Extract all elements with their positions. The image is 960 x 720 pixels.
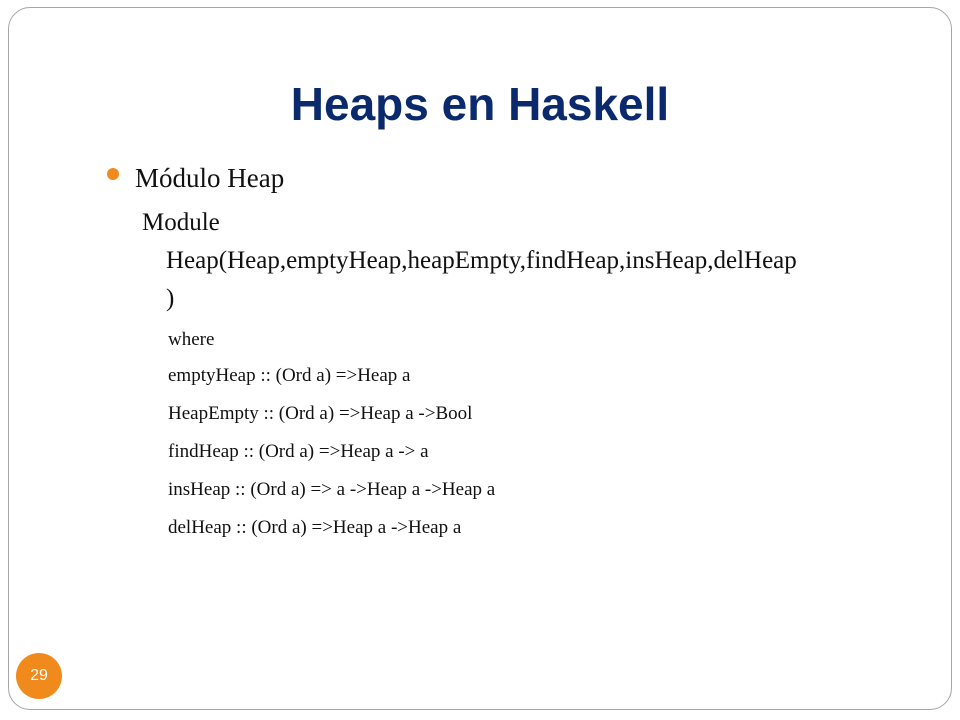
code-line-where: where (168, 329, 215, 350)
page-number-badge (16, 653, 62, 699)
module-line-3: ) (166, 285, 175, 312)
code-line-insheap: insHeap :: (Ord a) => a ->Heap a ->Heap a (168, 479, 496, 500)
page-number: 29 (30, 667, 48, 684)
module-line-2: Heap(Heap,emptyHeap,heapEmpty,findHeap,insHeap,delHeap (166, 247, 797, 274)
module-line-1: Module (142, 209, 220, 236)
bullet-heading: Módulo Heap (135, 163, 285, 193)
code-line-heapempty: HeapEmpty :: (Ord a) =>Heap a ->Bool (168, 403, 473, 424)
slide-title: Heaps en Haskell (290, 78, 670, 130)
code-line-findheap: findHeap :: (Ord a) =>Heap a -> a (168, 441, 429, 462)
code-line-delheap: delHeap :: (Ord a) =>Heap a ->Heap a (168, 517, 462, 538)
bullet-dot-icon (107, 168, 119, 180)
code-line-emptyheap: emptyHeap :: (Ord a) =>Heap a (168, 365, 411, 386)
